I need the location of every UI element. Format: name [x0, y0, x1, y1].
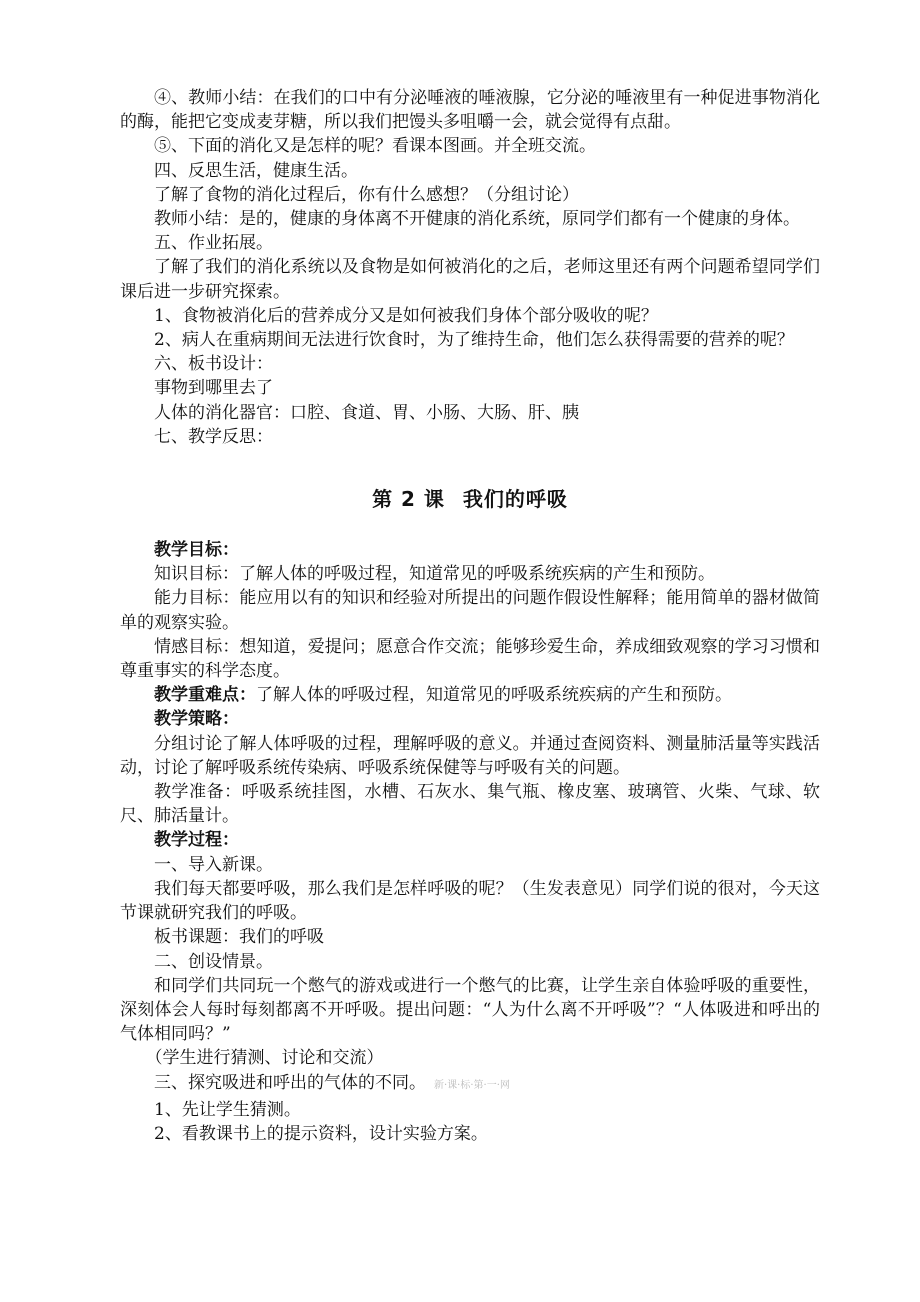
watermark-text: 新·课·标·第·一·网: [434, 1079, 510, 1091]
paragraph: ⑤、下面的消化又是怎样的呢？看课本图画。并全班交流。: [154, 136, 596, 157]
goal-knowledge: 知识目标：了解人体的呼吸过程，知道常见的呼吸系统疾病的产生和预防。: [154, 564, 715, 585]
document-page: [120, 86, 820, 1146]
key-points-label: 教学重难点：: [154, 685, 256, 706]
strategy-text: 分组讨论了解人体呼吸的过程，理解呼吸的意义。并通过查阅资料、测量肺活量等实践活动，讨论了解呼吸系统传染病、呼吸系统保健等与呼吸有关的问题。: [120, 733, 820, 778]
goal-ability: 能力目标：能应用以有的知识和经验对所提出的问题作假设性解释；能用简单的器材做简单的观察实验。: [120, 588, 820, 633]
paragraph: 人体的消化器官：口腔、食道、胃、小肠、大肠、肝、胰: [154, 402, 579, 423]
section-heading: [120, 1071, 820, 1098]
paragraph: （学生进行猜测、讨论和交流）: [145, 1048, 384, 1069]
preparation-text: 教学准备：呼吸系统挂图，水槽、石灰水、集气瓶、橡皮塞、玻璃管、火柴、气球、软尺、肺活量计。: [120, 782, 820, 827]
goal-emotion: 情感目标：想知道，爱提问；愿意合作交流；能够珍爱生命，养成细致观察的学习习惯和尊重事实的科学态度。: [120, 636, 820, 682]
list-item: 2、看教课书上的提示资料，设计实验方案。: [154, 1123, 488, 1144]
list-item: 1、先让学生猜测。: [154, 1099, 301, 1120]
lesson-title: [120, 483, 820, 512]
paragraph: 了解了食物的消化过程后，你有什么感想？（分组讨论）: [154, 184, 579, 205]
key-points-text: 了解人体的呼吸过程，知道常见的呼吸系统疾病的产生和预防。: [256, 685, 732, 706]
list-item: 1、食物被消化后的营养成分又是如何被我们身体个部分吸收的呢？: [154, 305, 658, 326]
section-heading: 四、反思生活，健康生活。: [154, 160, 358, 181]
paragraph: 板书课题：我们的呼吸: [154, 927, 324, 948]
section-heading: 一、导入新课。: [154, 854, 273, 875]
lesson-number: 第 2 课: [372, 487, 445, 512]
list-item: 2、病人在重病期间无法进行饮食时，为了维持生命，他们怎么获得需要的营养的呢？: [154, 330, 794, 351]
section-heading: 五、作业拓展。: [154, 233, 273, 254]
paragraph: 了解了我们的消化系统以及食物是如何被消化的之后，老师这里还有两个问题希望同学们课后进一步研究探索。: [120, 257, 820, 302]
paragraph: 我们每天都要呼吸，那么我们是怎样呼吸的呢？（生发表意见）同学们说的很对，今天这节课就研究我们的呼吸。: [120, 878, 820, 924]
key-points: [120, 683, 820, 707]
paragraph: ④、教师小结：在我们的口中有分泌唾液的唾液腺，它分泌的唾液里有一种促进事物消化的酶，能把它变成麦芽糖，所以我们把馒头多咀嚼一会，就会觉得有点甜。: [120, 88, 820, 133]
lesson-name: 我们的呼吸: [462, 487, 568, 512]
paragraph: 事物到哪里去了: [154, 378, 273, 399]
section-heading: 二、创设情景。: [154, 951, 273, 972]
process-heading: 教学过程：: [154, 830, 239, 851]
paragraph: 和同学们共同玩一个憋气的游戏或进行一个憋气的比赛，让学生亲自体验呼吸的重要性，深刻体会人每时每刻都离不开呼吸。提出问题：“人为什么离不开呼吸”？“人体吸进和呼出的气体相同吗？”: [120, 975, 820, 1045]
explore-text: 三、探究吸进和呼出的气体的不同。: [154, 1072, 426, 1093]
section-heading: 七、教学反思：: [154, 426, 273, 447]
section-heading: 六、板书设计：: [154, 354, 273, 375]
strategy-heading: 教学策略：: [154, 709, 239, 730]
paragraph: 教师小结：是的，健康的身体离不开健康的消化系统，原同学们都有一个健康的身体。: [154, 209, 800, 230]
goals-heading: 教学目标：: [154, 540, 239, 561]
